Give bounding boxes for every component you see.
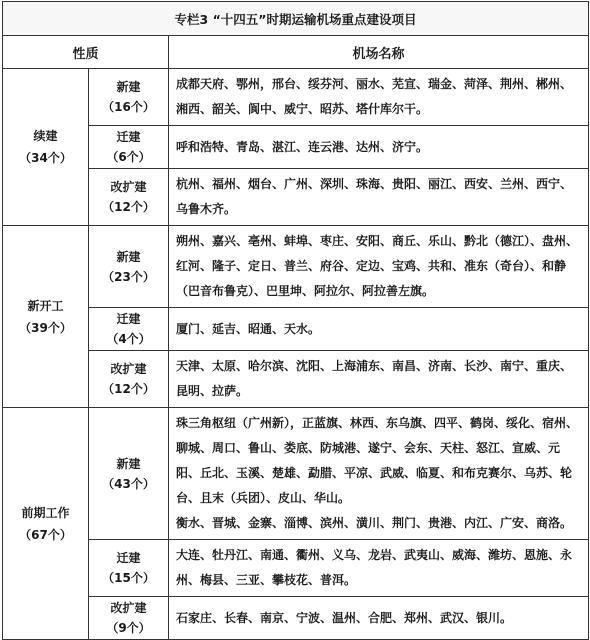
airport-names-text: 石家庄、长春、南京、宁波、温州、合肥、郑州、武汉、银川。 xyxy=(176,610,513,625)
subtype-count: （15个） xyxy=(102,571,155,585)
table-row xyxy=(3,540,589,597)
table-row xyxy=(3,308,589,351)
airport-names-cell xyxy=(169,351,589,408)
table-row xyxy=(3,351,589,408)
airport-names-cell xyxy=(169,308,589,351)
table-row xyxy=(3,226,589,308)
subtype-cell xyxy=(89,408,169,540)
page xyxy=(0,1,590,635)
airport-names-cell xyxy=(169,169,589,226)
airport-names-text: 呼和浩特、青岛、湛江、连云港、达州、济宁。 xyxy=(176,139,429,154)
airport-names-cell xyxy=(169,408,589,540)
table-row xyxy=(3,69,589,126)
airport-names-cell xyxy=(169,540,589,597)
airport-projects-table xyxy=(2,1,589,640)
table-row xyxy=(3,597,589,640)
category-label: 续建 xyxy=(33,129,58,143)
subtype-count: （9个） xyxy=(106,621,151,635)
category-cell xyxy=(3,408,89,640)
header-row xyxy=(3,36,589,69)
subtype-cell xyxy=(89,226,169,308)
subtype-count: （4个） xyxy=(106,332,151,346)
subtype-cell xyxy=(89,69,169,126)
subtype-count: （6个） xyxy=(106,150,151,164)
subtype-label: 改扩建 xyxy=(110,362,147,376)
airport-names-text: 珠三角枢纽（广州新），正蓝旗、林西、东乌旗、四平、鹤岗、绥化、宿州、聊城、周口、鲁山、娄底、防城港、遂宁、会东、天柱、怒江、宣威、元阳、丘北、玉溪、楚雄、勐腊、平凉、武威、临夏、和布克赛尔、乌苏、轮台、且末（兵团）、皮山、华山。 xyxy=(176,416,579,505)
subtype-label: 新建 xyxy=(116,80,141,94)
table-row xyxy=(3,169,589,226)
subtype-cell xyxy=(89,126,169,169)
subtype-cell xyxy=(89,308,169,351)
airport-names-cell xyxy=(169,597,589,640)
airport-names-text: 成都天府、鄂州，邢台、绥芬河、丽水、芜宣、瑞金、菏泽、荆州、郴州、湘西、韶关、阆中、威宁、昭苏、塔什库尔干。 xyxy=(176,77,573,116)
airport-names-text: 杭州、福州、烟台、广州、深圳、珠海、贵阳、丽江、西安、兰州、西宁、乌鲁木齐。 xyxy=(176,177,573,216)
header-airport-names: 机场名称 xyxy=(169,36,589,69)
table-title: 专栏3 “十四五”时期运输机场重点建设项目 xyxy=(3,2,589,36)
category-count: （67个） xyxy=(19,527,72,542)
header-nature: 性质 xyxy=(3,36,169,69)
category-cell xyxy=(3,69,89,226)
subtype-label: 新建 xyxy=(116,456,141,471)
airport-names-text: 厦门、延吉、昭通、天水。 xyxy=(176,321,321,336)
title-row xyxy=(3,2,589,36)
subtype-count: （12个） xyxy=(102,382,155,396)
airport-names-cell xyxy=(169,226,589,308)
subtype-count: （12个） xyxy=(102,200,155,214)
table-body xyxy=(3,2,589,640)
subtype-cell xyxy=(89,351,169,408)
category-label: 前期工作 xyxy=(21,505,70,520)
airport-names-text: 天津、太原、哈尔滨、沈阳、上海浦东、南昌、济南、长沙、南宁、重庆、昆明、拉萨。 xyxy=(176,359,573,398)
subtype-label: 迁建 xyxy=(116,551,141,565)
category-count: （34个） xyxy=(19,151,72,165)
subtype-label: 迁建 xyxy=(116,130,141,144)
airport-names-text: 大连、牡丹江、南通、衢州、义乌、龙岩、武夷山、威海、潍坊、恩施、永州、梅县、三亚、攀枝花、普洱。 xyxy=(176,548,573,587)
airport-names-cell xyxy=(169,69,589,126)
subtype-cell xyxy=(89,169,169,226)
subtype-label: 新建 xyxy=(116,249,141,264)
airport-names-text: 衡水、晋城、金寨、淄博、滨州、潢川、荆门、贵港、内江、广安、商洛。 xyxy=(176,516,573,530)
table-row xyxy=(3,126,589,169)
subtype-label: 改扩建 xyxy=(110,601,147,615)
subtype-label: 迁建 xyxy=(116,312,141,326)
airport-names-text: 朔州、嘉兴、亳州、蚌埠、枣庄、安阳、商丘、乐山、黔北（德江）、盘州、红河、隆子、定日、普兰、府谷、定边、宝鸡、共和、准东（奇台）、和静（巴音布鲁克）、巴里坤、阿拉尔、阿拉善左旗。 xyxy=(176,234,579,298)
subtype-label: 改扩建 xyxy=(110,180,147,194)
subtype-cell xyxy=(89,540,169,597)
airport-names-cell xyxy=(169,126,589,169)
category-label: 新开工 xyxy=(27,298,64,313)
subtype-count: （43个） xyxy=(102,476,155,491)
category-count: （39个） xyxy=(19,320,72,335)
subtype-count: （16个） xyxy=(102,100,155,114)
subtype-cell xyxy=(89,597,169,640)
category-cell xyxy=(3,226,89,408)
table-row xyxy=(3,408,589,540)
subtype-count: （23个） xyxy=(102,269,155,284)
